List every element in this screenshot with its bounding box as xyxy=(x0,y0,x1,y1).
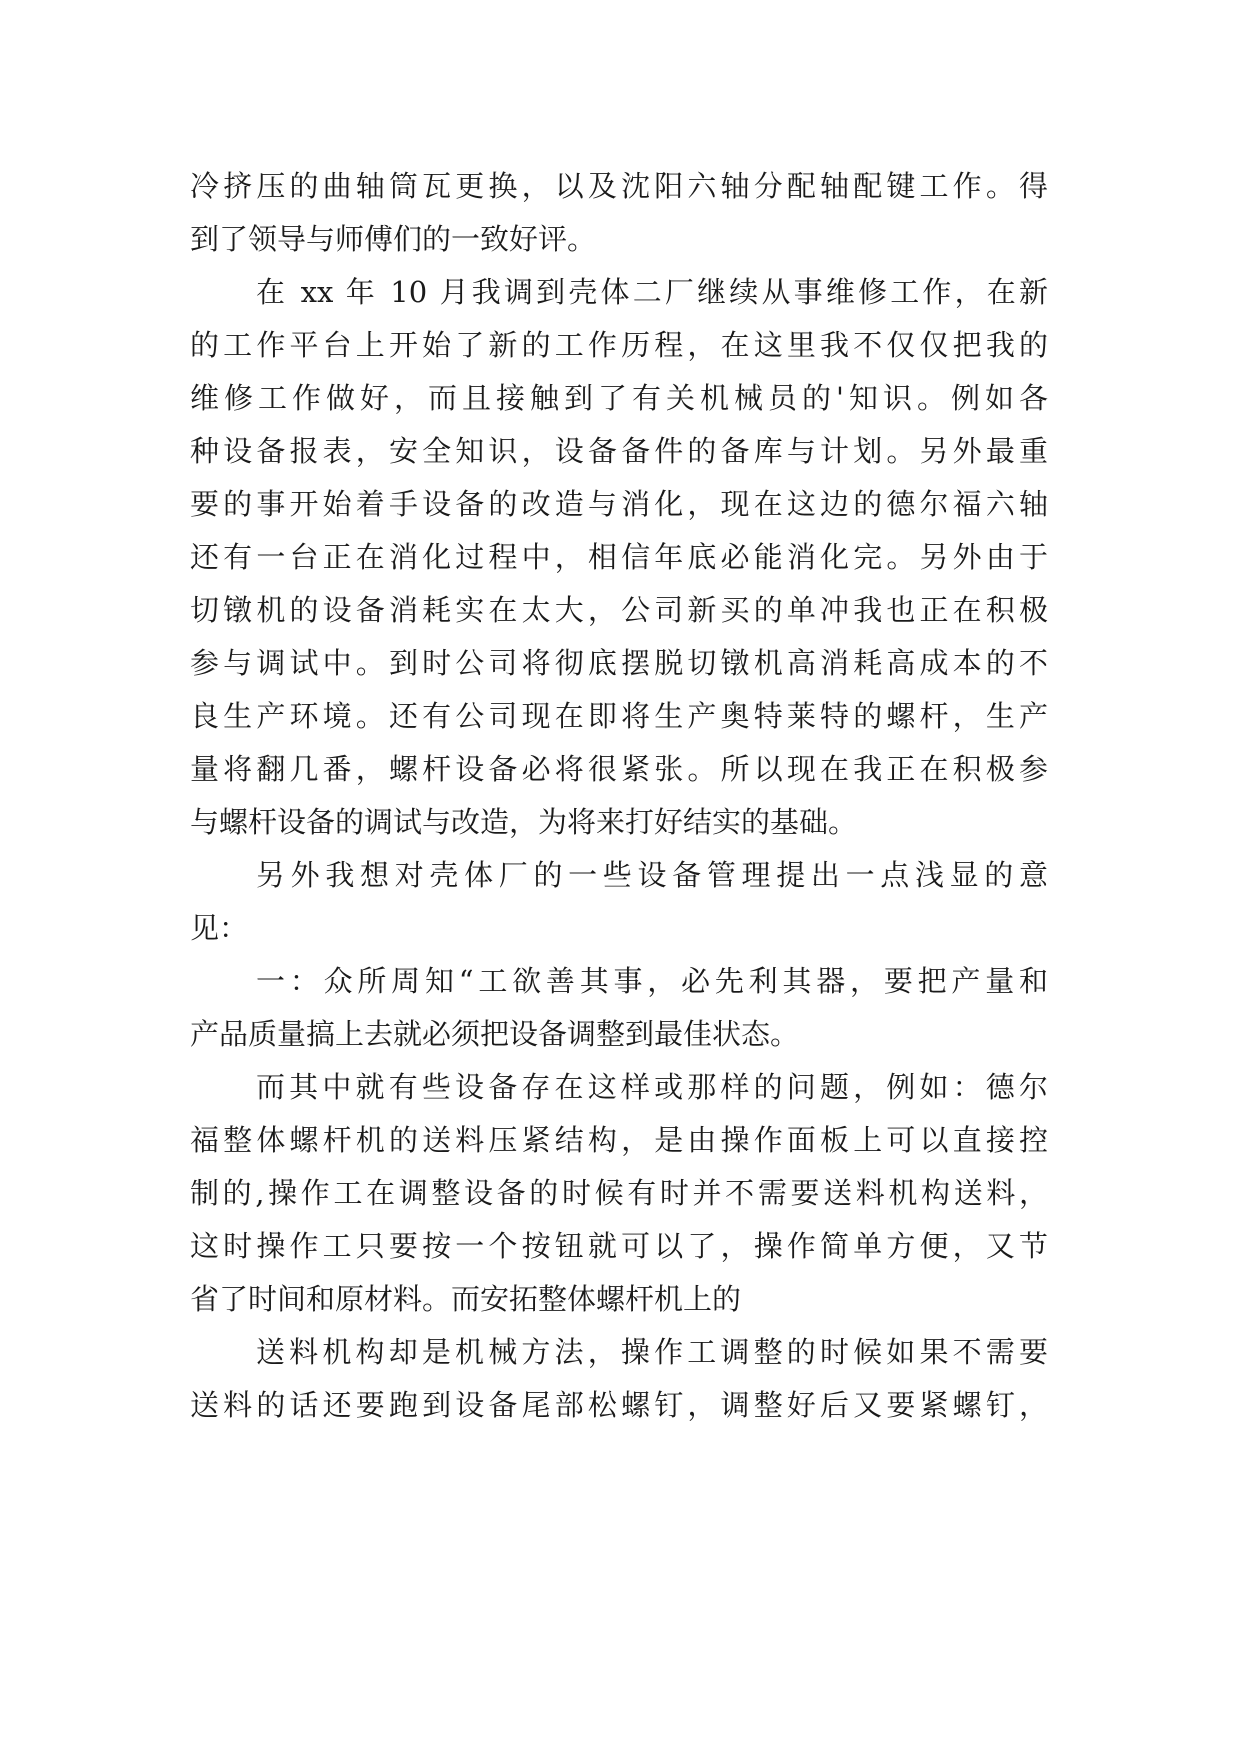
text-line: 种设备报表，安全知识，设备备件的备库与计划。另外最重 xyxy=(190,434,1048,468)
text-line: 到了领导与师傅们的一致好评。 xyxy=(190,222,597,256)
text-line: 福整体螺杆机的送料压紧结构，是由操作面板上可以直接控 xyxy=(190,1123,1048,1157)
text-line: 见： xyxy=(190,911,249,945)
text-line: 制的,操作工在调整设备的时候有时并不需要送料机构送料， xyxy=(190,1176,1048,1210)
text-line: 切镦机的设备消耗实在太大，公司新买的单冲我也正在积极 xyxy=(190,593,1048,627)
text-line: 与螺杆设备的调试与改造，为将来打好结实的基础。 xyxy=(190,805,858,839)
text-line: 要的事开始着手设备的改造与消化，现在这边的德尔福六轴 xyxy=(190,487,1048,521)
text-line: 还有一台正在消化过程中，相信年底必能消化完。另外由于 xyxy=(190,540,1048,574)
text-line: 产品质量搞上去就必须把设备调整到最佳状态。 xyxy=(190,1017,800,1051)
paragraph-start-line: 送料机构却是机械方法，操作工调整的时候如果不需要 xyxy=(256,1335,1048,1369)
text-line: 的工作平台上开始了新的工作历程，在这里我不仅仅把我的 xyxy=(190,328,1048,362)
paragraph-start-line: 另外我想对壳体厂的一些设备管理提出一点浅显的意 xyxy=(256,858,1048,892)
text-line: 良生产环境。还有公司现在即将生产奥特莱特的螺杆，生产 xyxy=(190,699,1048,733)
text-line: 省了时间和原材料。而安拓整体螺杆机上的 xyxy=(190,1282,742,1316)
body-text xyxy=(190,160,1048,1432)
text-line: 量将翻几番，螺杆设备必将很紧张。所以现在我正在积极参 xyxy=(190,752,1048,786)
text-line: 冷挤压的曲轴筒瓦更换，以及沈阳六轴分配轴配键工作。得 xyxy=(190,169,1048,203)
text-line: 这时操作工只要按一个按钮就可以了，操作简单方便，又节 xyxy=(190,1229,1048,1263)
text-line: 维修工作做好，而且接触到了有关机械员的'知识。例如各 xyxy=(190,381,1048,415)
paragraph-start-line: 在 xx 年 10 月我调到壳体二厂继续从事维修工作，在新 xyxy=(256,275,1048,309)
paragraph-start-line: 一：众所周知“工欲善其事，必先利其器，要把产量和 xyxy=(256,964,1048,998)
text-line: 送料的话还要跑到设备尾部松螺钉，调整好后又要紧螺钉， xyxy=(190,1388,1048,1422)
paragraph-start-line: 而其中就有些设备存在这样或那样的问题，例如：德尔 xyxy=(256,1070,1048,1104)
text-line: 参与调试中。到时公司将彻底摆脱切镦机高消耗高成本的不 xyxy=(190,646,1048,680)
